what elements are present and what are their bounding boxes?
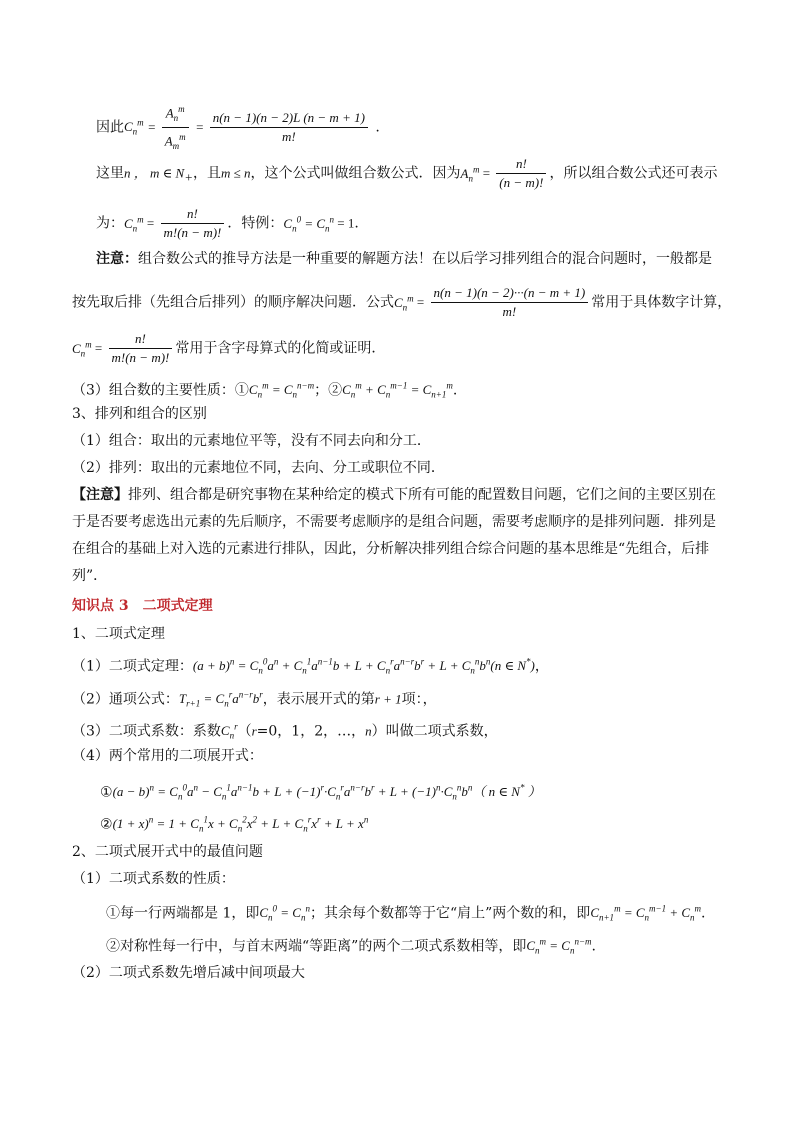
formula-combination-line: 因此$C_n^m$ = $\frac{A_n^m}{A_m^m}$ = $\frac{n(n - 1)(n - 2)L (n - m + 1)}{m!}$ . <box>96 100 380 155</box>
note-line-3: $C_n^m$ = $\frac{n!}{m!(n - m)!}$ 常用于含字母算式的化简或证明． <box>72 331 386 365</box>
section-3-title: 3、排列和组合的区别 <box>72 406 207 422</box>
extremum-section-title: 2、二项式展开式中的最值问题 <box>72 844 263 860</box>
c-symbol: $C_n^m$ <box>124 118 144 138</box>
note-paragraph-line-2: 于是否要考虑选出元素的先后顺序，不需要考虑顺序的是组合问题，需要考虑顺序的是排列问题．排列是 <box>72 514 716 530</box>
coefficient-max-middle: （2）二项式系数先增后减中间项最大 <box>72 965 305 981</box>
note-paragraph-line-4: 列”． <box>72 568 108 584</box>
fraction-factorial: $\frac{n!}{m!(n - m)!}$ <box>161 205 225 242</box>
knowledge-point-3-heading: 知识点 3 二项式定理 <box>72 598 213 614</box>
binomial-coefficient-definition: （3）二项式系数：系数$C_n^r(r=0$，1，2，…，n）叫做二项式系数， <box>72 722 498 741</box>
coefficient-properties-title: （1）二项式系数的性质： <box>72 871 235 887</box>
binomial-theorem-formula: （1）二项式定理：$(a + b)^n = C_n^0a^n + C_n^1a^{n-1}b + L + C_n^ra^{n-r}b^r + L + C_n^nb^n(n$ ∈ N*)， <box>72 657 549 676</box>
fraction-numeric: $\frac{n(n - 1)(n - 2)\cdot\cdot\cdot(n - m + 1)}{m!}$ <box>431 284 589 321</box>
fraction-a-over-a: $\frac{A_n^m}{A_m^m}$ <box>162 100 189 155</box>
section-3-item-2: （2）排列：取出的元素地位不同，去向、分工或职位不同． <box>72 460 445 476</box>
binomial-theorem-title: 1、二项式定理 <box>72 626 165 642</box>
property-ends-and-sum: ①每一行两端都是 1，即$C_n^0 = C_n^n$；其余每个数都等于它“肩上”两个数的和，即$C_{n+1}^m = C_n^{m-1} + C_n^m$. <box>106 904 706 923</box>
formula-conditions-line: 这里n ， m ∈ $N_+$，且m ≤ n，这个公式叫做组合数公式．因为$A_n^m$ = $\frac{n!}{(n - m)!}$ ，所以组合数公式还可表示 <box>96 156 718 190</box>
note-paragraph-line-3: 在组合的基础上对入选的元素进行排队，因此，分析解决排列组合综合问题的基本思维是“先组合，后排 <box>72 541 710 557</box>
property-symmetry: ②对称性每一行中，与首末两端“等距离”的两个二项式系数相等，即$C_n^m = C_n^{n-m}$. <box>106 937 596 956</box>
note-line-1: 注意：组合数公式的推导方法是一种重要的解题方法！在以后学习排列组合的混合问题时，一般都是 <box>96 251 712 267</box>
section-3-item-1: （1）组合：取出的元素地位平等，没有不同去向和分工． <box>72 433 431 449</box>
expansion-a-minus-b: ①(a − $b)^n = C_n^0a^n - C_n^1a^{n-1}b + L + (-1)^r\cdot C_n^ra^{n-r}b^r + L + (-1)^n\cdot C_n^nb^n$（ n ∈ N* ） <box>100 783 541 802</box>
combination-properties: （3）组合数的主要性质：$①C_n^m = C_n^{n-m}$；$②C_n^m + C_n^{m-1} = C_{n+1}^m$. <box>72 381 458 400</box>
fraction-product: $\frac{n(n - 1)(n - 2)L (n - m + 1)}{m!}$ <box>210 109 368 146</box>
note-line-2: 按先取后排（先组合后排列）的顺序解决问题．公式$C_n^m$ = $\frac{n(n - 1)(n - 2)\cdot\cdot\cdot(n - m + 1)}{m!}$ 常用于具体数字计算， <box>72 285 732 319</box>
fraction-letter: $\frac{n!}{m!(n - m)!}$ <box>109 330 173 367</box>
note-paragraph-line-1: 【注意】排列、组合都是研究事物在某种给定的模式下所有可能的配置数目问题，它们之间的主要区别在 <box>72 487 716 503</box>
general-term-formula: （2）通项公式：$T_{r+1} = C_n^ra^{n-r}b^r$，表示展开式的第r + 1项：， <box>72 690 437 709</box>
fraction-permutation: $\frac{n!}{(n - m)!}$ <box>496 155 546 192</box>
expansion-one-plus-x: ②(1 + $x)^n = 1 + C_n^1x + C_n^2x^2 + L + C_n^rx^r + L + x^n$ <box>100 815 369 834</box>
formula-alt-line: 为：$C_n^m$ = $\frac{n!}{m!(n - m)!}$ ．特例：$C_n^0 = C_n^n = 1$. <box>96 206 359 240</box>
common-expansions-title: （4）两个常用的二项展开式： <box>72 748 263 764</box>
